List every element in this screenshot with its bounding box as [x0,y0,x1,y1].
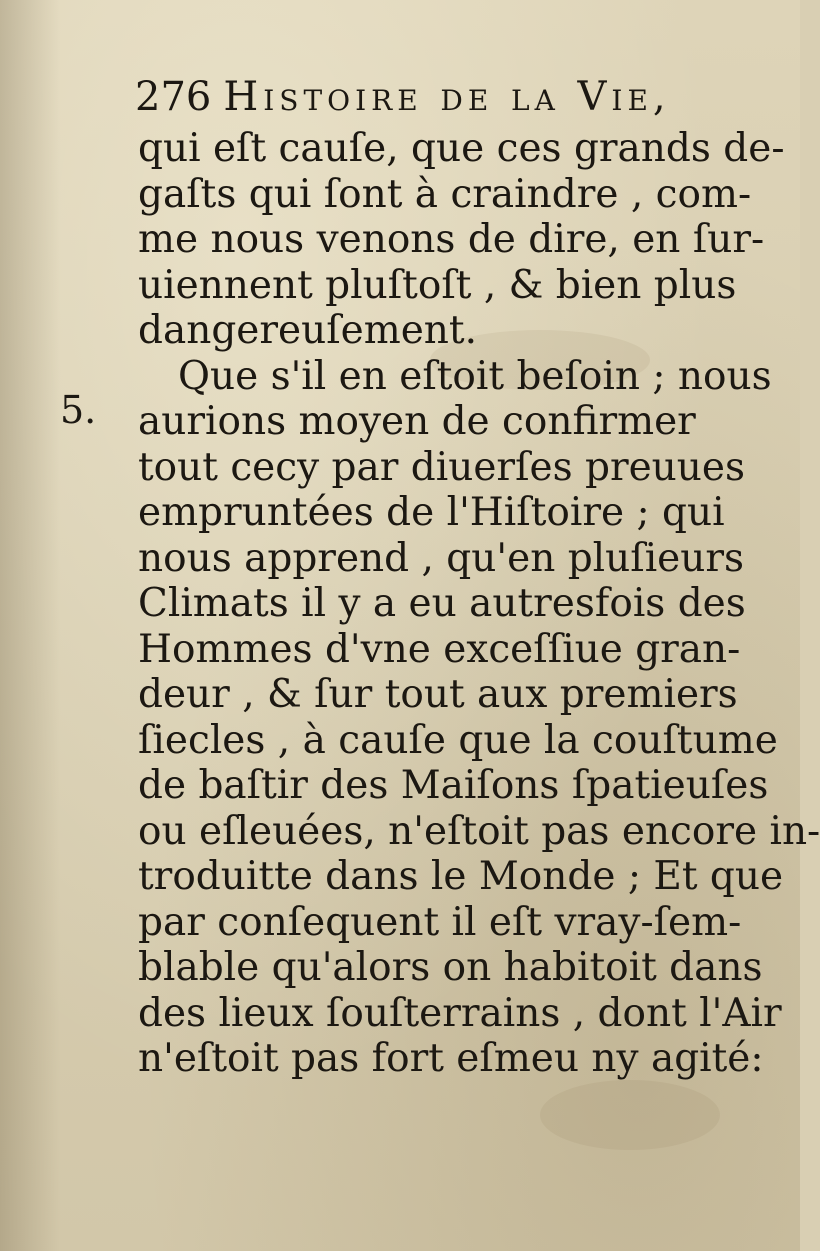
text-line: des lieux ſouſterrains , dont l'Air [138,990,782,1036]
text-line: Climats il y a eu autresfois des [138,581,746,626]
text-line: ou eſleuées, n'eſtoit pas encore in- [138,808,820,854]
text-line: me nous venons de dire, en ſur- [138,217,765,262]
text-line: qui eſt cauſe, que ces grands de- [138,126,785,171]
margin-section-number: 5. [60,388,97,432]
text-line: blable qu'alors on habitoit dans [138,945,763,990]
text-line: troduitte dans le Monde ; Et que [138,854,784,899]
body-text [138,126,820,1082]
text-line: ſiecles , à cauſe que la couſtume [138,717,778,763]
text-line: n'eſtoit pas fort eſmeu ny agité: [138,1036,764,1081]
running-header [135,70,695,125]
text-line: gaſts qui ſont à craindre , com- [138,171,752,217]
text-line: empruntées de l'Hiſtoire ; qui [138,490,725,535]
text-line: de baſtir des Maiſons ſpatieuſes [138,763,769,808]
text-line: Que s'il en eſtoit beſoin ; nous [178,353,772,399]
page-number: 276 [135,74,212,120]
text-line: dangereuſement. [138,308,477,353]
paper-stain [540,1080,720,1150]
text-line: aurions moyen de confirmer [138,399,696,444]
text-line: nous apprend , qu'en pluſieurs [138,535,745,581]
text-line: tout cecy par diuerſes preuues [138,444,746,490]
running-title: Histoire de la Vie, [223,74,671,120]
text-line: par conſequent il eſt vray-ſem- [138,899,742,945]
text-line: deur , & ſur tout aux premiers [138,672,738,717]
text-line: Hommes d'vne exceſſiue gran- [138,626,741,672]
text-line: uiennent pluſtoſt , & bien plus [138,262,737,308]
